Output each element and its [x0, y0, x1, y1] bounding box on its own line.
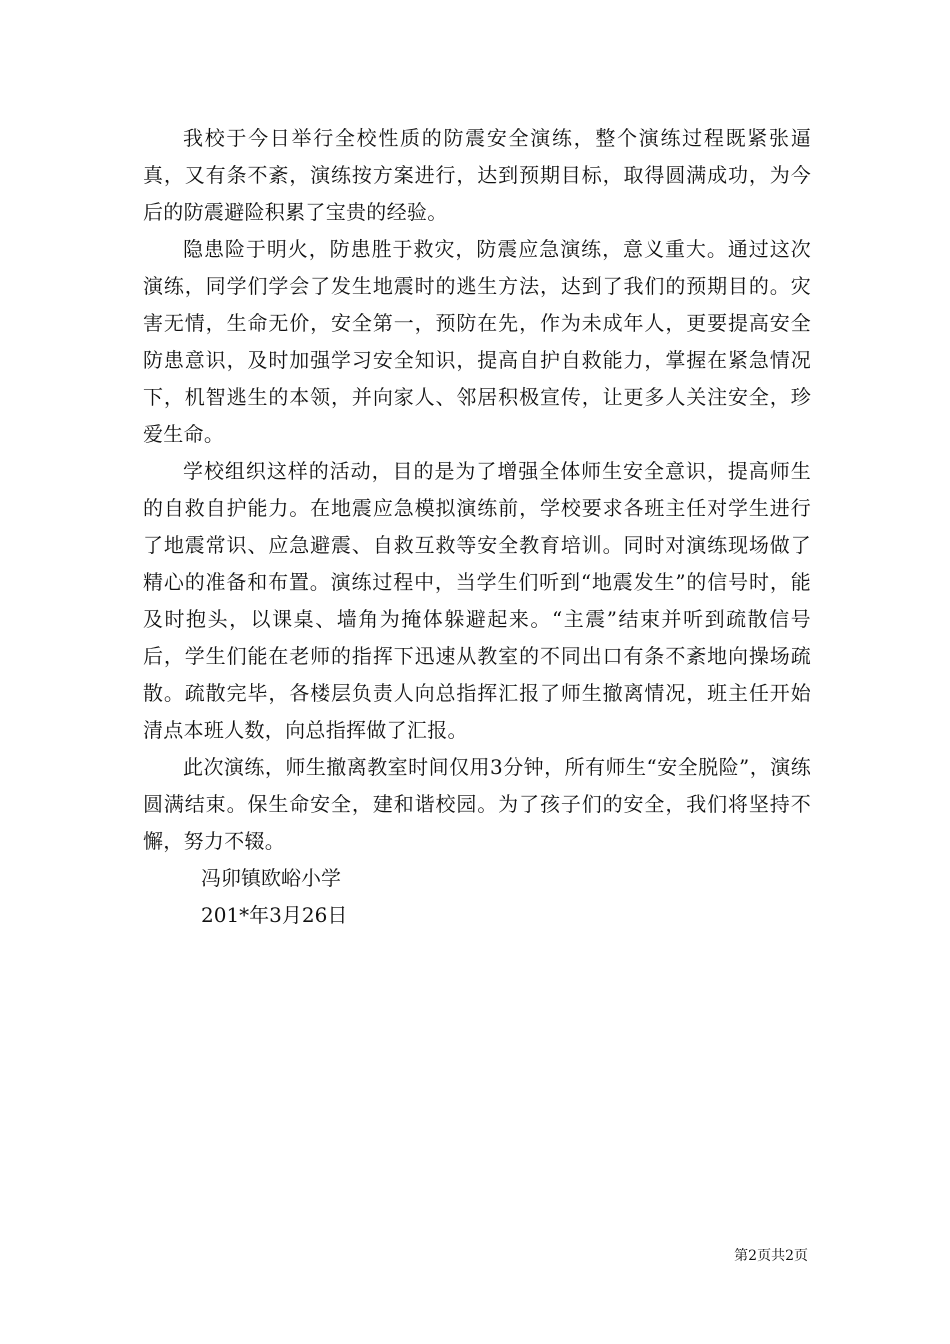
signature-organization: 冯卯镇欧峪小学 — [201, 866, 341, 890]
paragraph-3: 学校组织这样的活动，目的是为了增强全体师生安全意识，提高师生的自救自护能力。在地震应急模拟演练前，学校要求各班主任对学生进行了地震常识、应急避震、自救互救等安全教育培训。同时对演练现场做了精心的准备和布置。演练过程中，当学生们听到“地震发生”的信号时，能及时抱头，以课桌、墙角为掩体躲避起来。“主震”结束并听到疏散信号后，学生们能在老师的指挥下迅速从教室的不同出口有条不紊地向操场疏散。疏散完毕，各楼层负责人向总指挥汇报了师生撤离情况，班主任开始清点本班人数，向总指挥做了汇报。 — [143, 459, 811, 742]
signature-date: 201*年3月26日 — [201, 903, 348, 927]
paragraph-2: 隐患险于明火，防患胜于救灾，防震应急演练，意义重大。通过这次演练，同学们学会了发生地震时的逃生方法，达到了我们的预期目的。灾害无情，生命无价，安全第一，预防在先，作为未成年人，更要提高安全防患意识，及时加强学习安全知识，提高自护自救能力，掌握在紧急情况下，机智逃生的本领，并向家人、邻居积极宣传，让更多人关注安全，珍爱生命。 — [143, 237, 811, 446]
paragraph-1: 我校于今日举行全校性质的防震安全演练，整个演练过程既紧张逼真，又有条不紊，演练按方案进行，达到预期目标，取得圆满成功，为今后的防震避险积累了宝贵的经验。 — [143, 126, 811, 224]
page-number-footer: 第2页共2页 — [734, 1248, 808, 1264]
document-body — [143, 120, 811, 934]
paragraph-4: 此次演练，师生撤离教室时间仅用3分钟，所有师生“安全脱险”，演练圆满结束。保生命安全，建和谐校园。为了孩子们的安全，我们将坚持不懈，努力不辍。 — [143, 755, 811, 853]
